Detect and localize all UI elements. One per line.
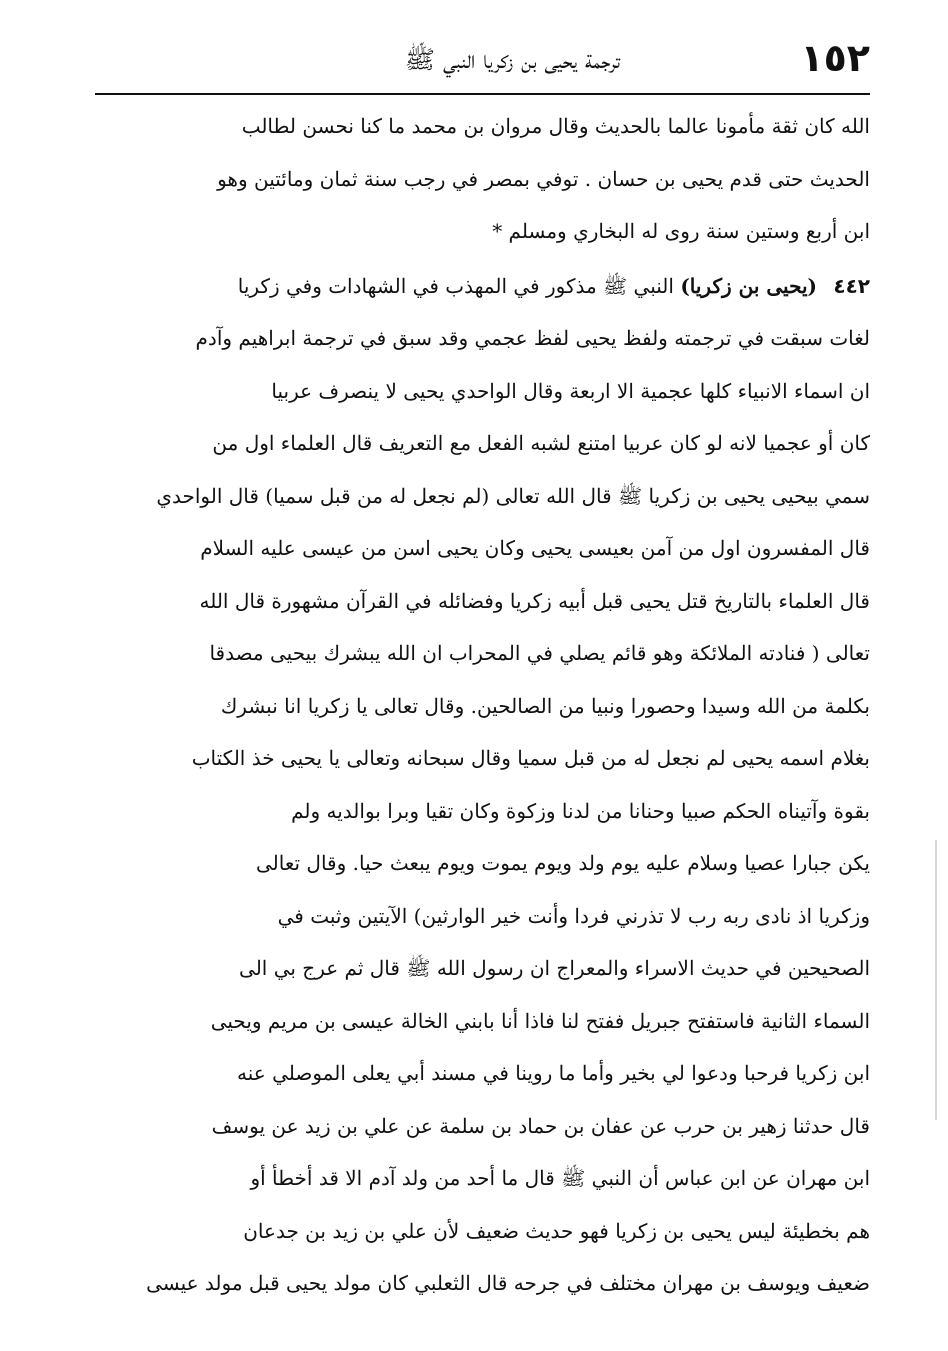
page-number: ١٥٢: [800, 36, 870, 80]
text-line: ان اسماء الانبياء كلها عجمية الا اربعة وقال الواحدي يحيى لا ينصرف عربيا: [271, 378, 870, 403]
entry-name: (يحيى بن زكريا): [680, 273, 818, 298]
text-line: قال المفسرون اول من آمن بعيسى يحيى وكان يحيى اسن من عيسى عليه السلام: [200, 536, 870, 560]
text-line: ابن أربع وستين سنة روى له البخاري ومسلم *: [492, 219, 870, 243]
text-line: كان أو عجميا لانه لو كان عربيا امتنع لشبه الفعل مع التعريف قال العلماء اول من: [212, 431, 870, 455]
text-line: الحديث حتى قدم يحيى بن حسان . توفي بمصر في رجب سنة ثمان ومائتين وهو: [217, 166, 870, 191]
text-line: الصحيحين في حديث الاسراء والمعراج ان رسول الله ﷺ قال ثم عرج بي الى: [239, 956, 870, 980]
entry-heading-rest: النبي ﷺ مذكور في المهذب في الشهادات وفي زكريا: [237, 273, 674, 298]
text-line: بقوة وآتيناه الحكم صبيا وحنانا من لدنا وزكوة وكان تقيا وبرا بوالديه ولم: [291, 798, 870, 823]
text-line: ابن زكريا فرحبا ودعوا لي بخير وأما ما روينا في مسند أبي يعلى الموصلي عنه: [237, 1061, 870, 1085]
text-line: ضعيف ويوسف بن مهران مختلف في جرحه قال الثعلبي كان مولد يحيى قبل مولد عيسى: [146, 1271, 870, 1295]
text-line: ابن مهران عن ابن عباس أن النبي ﷺ قال ما أحد من ولد آدم الا قد أخطأ أو: [250, 1166, 870, 1190]
text-line: السماء الثانية فاستفتح جبريل ففتح لنا فاذا أنا بابني الخالة عيسى بن مريم ويحيى: [210, 1008, 870, 1033]
scan-edge-shadow: [935, 840, 937, 1120]
text-line: يكن جبارا عصيا وسلام عليه يوم ولد ويوم يموت ويوم يبعث حيا. وقال تعالى: [256, 851, 870, 875]
text-line: تعالى ( فنادته الملائكة وهو قائم يصلي في المحراب ان الله يبشرك بيحيى مصدقا: [209, 641, 870, 665]
text-line: لغات سبقت في ترجمته ولفظ يحيى لفظ عجمي وقد سبق في ترجمة ابراهيم وآدم: [195, 326, 870, 350]
text-line: وزكريا اذ نادى ربه رب لا تذرني فردا وأنت خير الوارثين) الآيتين وثبت في: [277, 903, 870, 928]
running-title: ترجمة يحيى بن زكريا النبي ﷺ: [404, 45, 620, 74]
page-body: [95, 100, 870, 1310]
text-line: بكلمة من الله وسيدا وحصورا ونبيا من الصالحين. وقال تعالى يا زكريا انا نبشرك: [220, 693, 870, 718]
header-divider: [95, 93, 870, 95]
text-line: بغلام اسمه يحيى لم نجعل له من قبل سميا وقال سبحانه وتعالى يا يحيى خذ الكتاب: [191, 746, 870, 770]
text-line: سمي بيحيى يحيى بن زكريا ﷺ قال الله تعالى (لم نجعل له من قبل سميا) قال الواحدي: [156, 483, 870, 508]
entry-number: ٤٤٢: [833, 273, 870, 298]
text-line: قال العلماء بالتاريخ قتل يحيى قبل أبيه زكريا وفضائله في القرآن مشهورة قال الله: [199, 588, 870, 613]
entry-heading-line: [95, 260, 870, 313]
text-line: الله كان ثقة مأمونا عالما بالحديث وقال مروان بن محمد ما كنا نحسن لطالب: [241, 114, 870, 138]
text-line: قال حدثنا زهير بن حرب عن عفان بن حماد بن سلمة عن علي بن زيد عن يوسف: [211, 1113, 870, 1138]
page-header: [95, 30, 870, 92]
text-line: هم بخطيئة ليس يحيى بن زكريا فهو حديث ضعيف لأن علي بن زيد بن جدعان: [243, 1218, 870, 1243]
